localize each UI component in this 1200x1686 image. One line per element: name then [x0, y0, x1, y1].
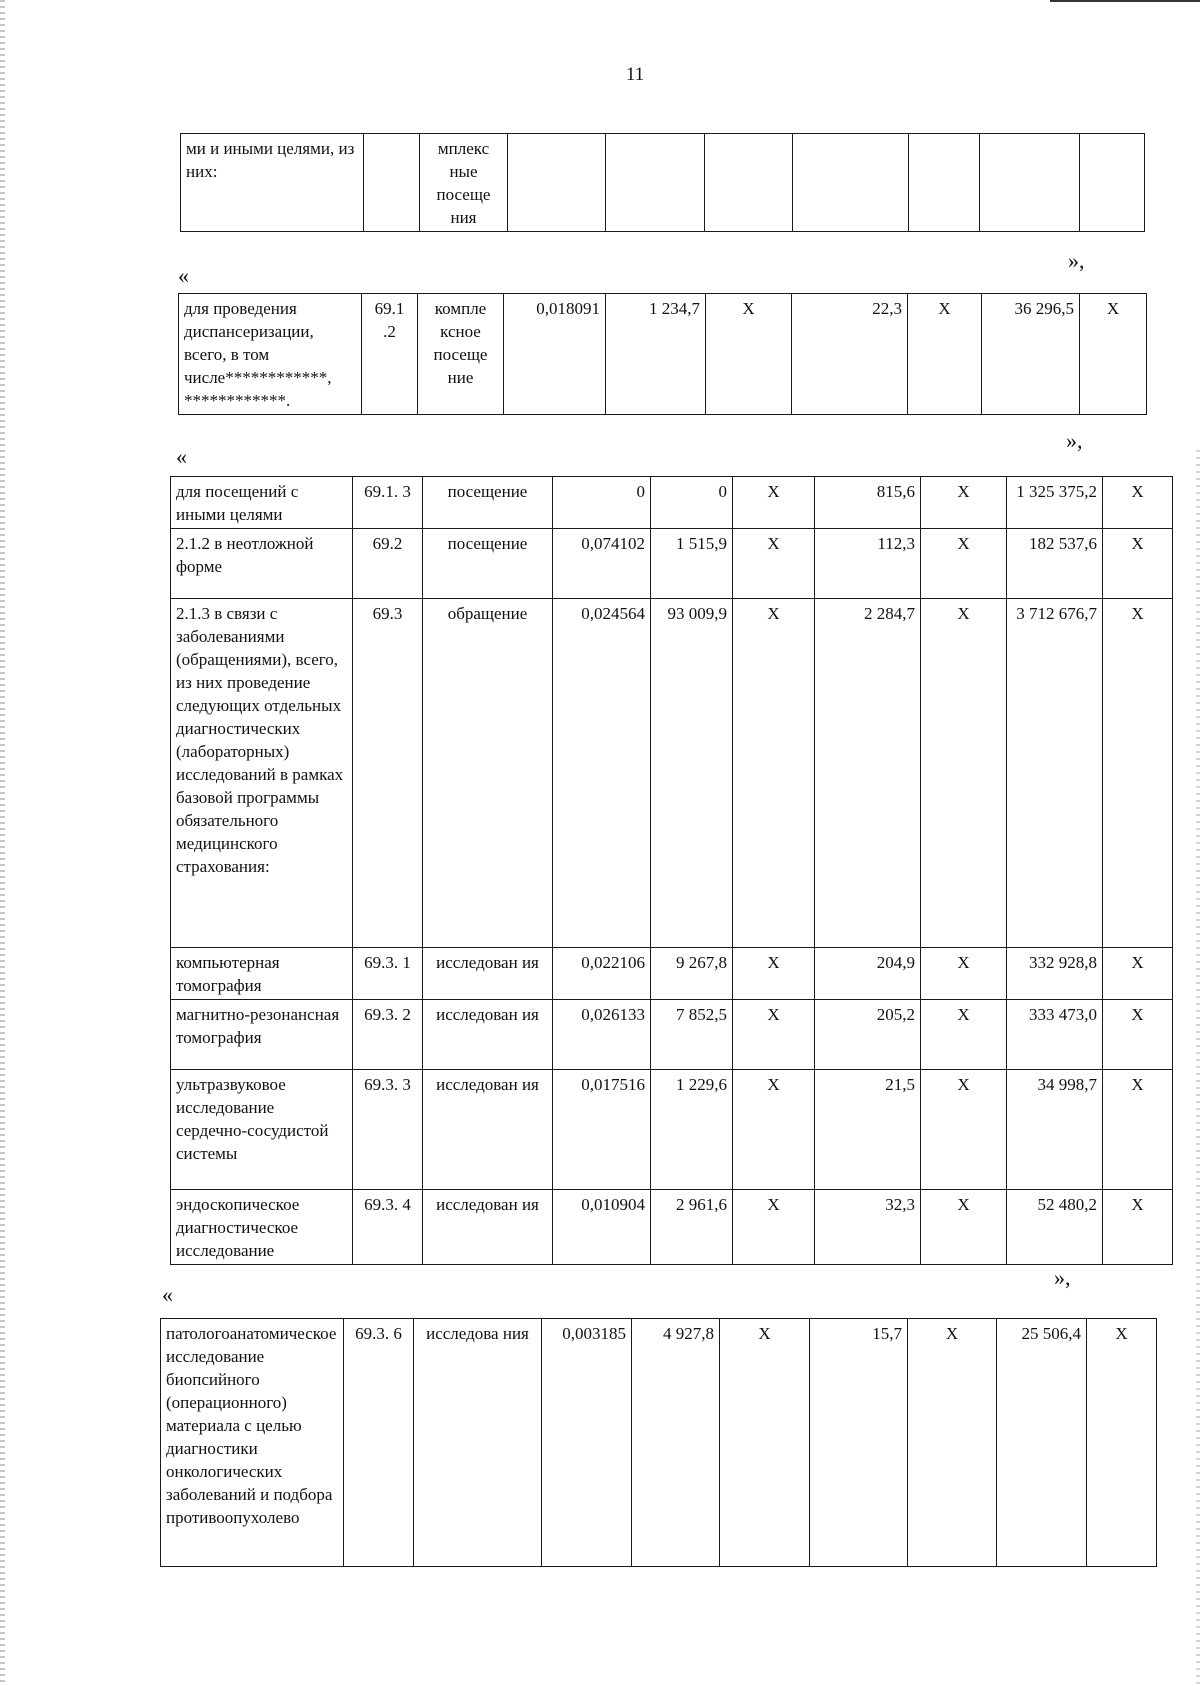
table-row [179, 294, 1147, 415]
value-cell: 15,7 [810, 1319, 908, 1567]
unit-cell: исследован ия [423, 1190, 553, 1265]
table-fragment-3 [170, 476, 1173, 1265]
name-cell: ультразвуковое исследование сердечно-сосудистой системы [171, 1070, 353, 1190]
mark-cell: Х [1103, 477, 1173, 529]
mark-cell: Х [733, 1190, 815, 1265]
name-cell: компьютерная томография [171, 948, 353, 1000]
mark-cell: Х [1103, 529, 1173, 599]
name-cell: магнитно-резонансная томография [171, 1000, 353, 1070]
mark-cell [909, 134, 980, 232]
quote-close: », [1066, 428, 1083, 453]
scan-left-edge [0, 0, 5, 1686]
code-cell: 69.3 [353, 599, 423, 948]
quote-open: « [178, 263, 189, 288]
value-cell: 0,018091 [504, 294, 606, 415]
mark-cell [1080, 134, 1145, 232]
code-cell: 69.1 .2 [362, 294, 418, 415]
code-cell: 69.3. 2 [353, 1000, 423, 1070]
table-row [171, 477, 1173, 529]
mark-cell: Х [921, 529, 1007, 599]
table-fragment-2 [178, 293, 1147, 415]
unit-cell: исследован ия [423, 1070, 553, 1190]
mark-cell: Х [733, 477, 815, 529]
value-cell: 205,2 [815, 1000, 921, 1070]
unit-cell: исследова ния [414, 1319, 542, 1567]
unit-cell: посещение [423, 477, 553, 529]
value-cell: 0,017516 [553, 1070, 651, 1190]
value-cell [508, 134, 606, 232]
value-cell: 93 009,9 [651, 599, 733, 948]
value-cell: 32,3 [815, 1190, 921, 1265]
name-cell: 2.1.2 в неотложной форме [171, 529, 353, 599]
value-cell: 21,5 [815, 1070, 921, 1190]
table-body [171, 477, 1173, 1265]
code-cell: 69.1. 3 [353, 477, 423, 529]
mark-cell: Х [720, 1319, 810, 1567]
value-cell: 1 234,7 [606, 294, 706, 415]
table-fragment-1 [180, 133, 1145, 232]
scan-right-edge [1196, 450, 1200, 1686]
value-cell [793, 134, 909, 232]
value-cell: 22,3 [792, 294, 908, 415]
code-cell: 69.3. 3 [353, 1070, 423, 1190]
value-cell: 204,9 [815, 948, 921, 1000]
value-cell: 2 961,6 [651, 1190, 733, 1265]
mark-cell: Х [733, 529, 815, 599]
mark-cell [705, 134, 793, 232]
unit-cell: исследован ия [423, 1000, 553, 1070]
mark-cell: Х [1080, 294, 1147, 415]
value-cell: 4 927,8 [632, 1319, 720, 1567]
unit-cell: компле ксное посеще ние [418, 294, 504, 415]
mark-cell: Х [1103, 948, 1173, 1000]
value-cell: 0,024564 [553, 599, 651, 948]
value-cell: 0,003185 [542, 1319, 632, 1567]
name-cell: 2.1.3 в связи с заболеваниями (обращениями), всего, из них проведение следующих отдельных диагностических (лабораторных) исследований в рамках базовой программы обязательного медицинского страхования: [171, 599, 353, 948]
unit-cell: мплекс ные посеще ния [420, 134, 508, 232]
unit-cell: обращение [423, 599, 553, 948]
quote-close: », [1068, 248, 1085, 273]
value-cell: 0,026133 [553, 1000, 651, 1070]
mark-cell: Х [1103, 1070, 1173, 1190]
value-cell: 0,010904 [553, 1190, 651, 1265]
mark-cell: Х [733, 1000, 815, 1070]
value-cell: 815,6 [815, 477, 921, 529]
mark-cell: Х [921, 599, 1007, 948]
table-row [171, 948, 1173, 1000]
value-cell: 36 296,5 [982, 294, 1080, 415]
value-cell: 0,074102 [553, 529, 651, 599]
value-cell: 332 928,8 [1007, 948, 1103, 1000]
table-body [181, 134, 1145, 232]
unit-cell: исследован ия [423, 948, 553, 1000]
value-cell: 333 473,0 [1007, 1000, 1103, 1070]
table-row [171, 1190, 1173, 1265]
mark-cell: Х [908, 294, 982, 415]
mark-cell: Х [733, 599, 815, 948]
value-cell: 0,022106 [553, 948, 651, 1000]
name-cell: патологоанатомическое исследование биопсийного (операционного) материала с целью диагностики онкологических заболеваний и подбора противоопухолево [161, 1319, 344, 1567]
value-cell: 34 998,7 [1007, 1070, 1103, 1190]
value-cell: 2 284,7 [815, 599, 921, 948]
value-cell: 0 [553, 477, 651, 529]
page-number: 11 [625, 64, 645, 85]
value-cell: 9 267,8 [651, 948, 733, 1000]
mark-cell: Х [1103, 1000, 1173, 1070]
name-cell: для проведения диспансеризации, всего, в том числе************, ************. [179, 294, 362, 415]
mark-cell: Х [1103, 1190, 1173, 1265]
value-cell [606, 134, 705, 232]
table-row [171, 1000, 1173, 1070]
mark-cell: Х [921, 477, 1007, 529]
mark-cell: Х [921, 1000, 1007, 1070]
code-cell: 69.2 [353, 529, 423, 599]
mark-cell: Х [733, 948, 815, 1000]
name-cell: ми и иными целями, из них: [181, 134, 364, 232]
value-cell: 112,3 [815, 529, 921, 599]
mark-cell: Х [706, 294, 792, 415]
value-cell: 3 712 676,7 [1007, 599, 1103, 948]
value-cell: 0 [651, 477, 733, 529]
code-cell: 69.3. 4 [353, 1190, 423, 1265]
value-cell: 52 480,2 [1007, 1190, 1103, 1265]
value-cell: 7 852,5 [651, 1000, 733, 1070]
code-cell [364, 134, 420, 232]
mark-cell: Х [908, 1319, 997, 1567]
mark-cell: Х [921, 1190, 1007, 1265]
value-cell: 25 506,4 [997, 1319, 1087, 1567]
value-cell: 182 537,6 [1007, 529, 1103, 599]
quote-open: « [176, 444, 187, 469]
mark-cell: Х [921, 948, 1007, 1000]
mark-cell: Х [921, 1070, 1007, 1190]
table-body [179, 294, 1147, 415]
table-fragment-4 [160, 1318, 1157, 1567]
code-cell: 69.3. 1 [353, 948, 423, 1000]
value-cell: 1 325 375,2 [1007, 477, 1103, 529]
mark-cell: Х [733, 1070, 815, 1190]
table-row [171, 529, 1173, 599]
table-body [161, 1319, 1157, 1567]
code-cell: 69.3. 6 [344, 1319, 414, 1567]
table-row [181, 134, 1145, 232]
name-cell: эндоскопическое диагностическое исследование [171, 1190, 353, 1265]
quote-close: », [1054, 1265, 1071, 1290]
quote-open: « [162, 1282, 173, 1307]
value-cell: 1 229,6 [651, 1070, 733, 1190]
value-cell: 1 515,9 [651, 529, 733, 599]
table-row [171, 1070, 1173, 1190]
mark-cell: Х [1087, 1319, 1157, 1567]
value-cell [980, 134, 1080, 232]
table-row [161, 1319, 1157, 1567]
top-rule [1050, 0, 1200, 2]
mark-cell: Х [1103, 599, 1173, 948]
name-cell: для посещений с иными целями [171, 477, 353, 529]
table-row [171, 599, 1173, 948]
unit-cell: посещение [423, 529, 553, 599]
